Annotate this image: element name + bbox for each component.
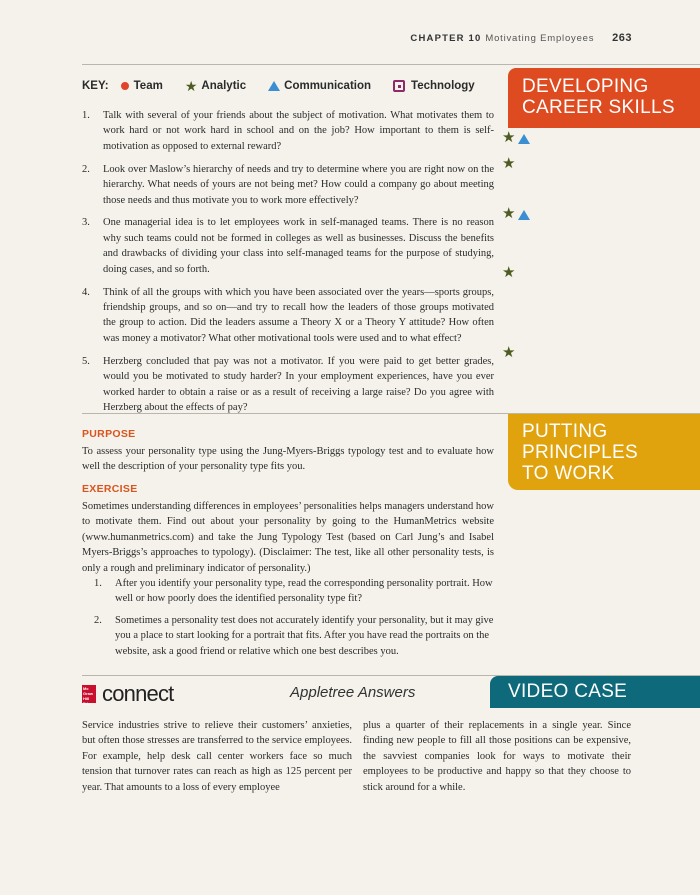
connect-logo — [82, 683, 173, 705]
item-text: Herzberg concluded that pay was not a motivator. If you were paid to get better grades, would you be motivated to study harder? In your employment experiences, have you ever worked harder to obtain a raise or as a result of receiving a large raise? Do you agree with Herzberg about the effects of pay? — [103, 355, 494, 413]
item-text: Sometimes a personality test does not accurately identify your personality, but it may give you a place to start looking for a portrait that fits. After you have read the portraits on the website, ask a good friend or relative which one best describes you. — [115, 614, 494, 657]
analytic-star-icon: ★ — [502, 265, 516, 281]
banner-line: CAREER SKILLS — [522, 97, 675, 118]
list-item — [82, 215, 494, 277]
key-item-communication — [268, 80, 371, 92]
item-text: Talk with several of your friends about the subject of motivation. What motivates them to work hard or not work hard in school and on the job? How important to them is self-motivation as opposed to external reward? — [103, 110, 494, 152]
key-analytic-label: Analytic — [201, 80, 247, 92]
list-item — [82, 285, 494, 347]
exercise-steps — [94, 576, 494, 665]
analytic-star-icon: ★ — [502, 206, 516, 222]
banner-line: TO WORK — [522, 463, 615, 484]
exercise-heading: EXERCISE — [82, 483, 138, 495]
item-5-skill-marks — [502, 346, 515, 361]
key-item-team — [121, 80, 163, 92]
page-number: 263 — [612, 32, 632, 44]
team-dot-icon — [121, 82, 129, 90]
purpose-text: To assess your personality type using the Jung-Myers-Briggs typology test and to evaluate how well the description of your personality type fits you. — [82, 446, 494, 473]
item-4-skill-marks — [502, 266, 515, 281]
item-3-skill-marks — [502, 207, 530, 222]
list-item — [82, 108, 494, 154]
chapter-label: CHAPTER 10 — [410, 33, 482, 44]
putting-principles-banner — [508, 414, 700, 490]
item-1-skill-marks — [502, 131, 530, 146]
list-item — [82, 354, 494, 416]
banner-line: PRINCIPLES — [522, 442, 638, 463]
video-case-title: Appletree Answers — [290, 684, 416, 701]
banner-line: PUTTING — [522, 421, 608, 442]
running-head — [410, 32, 632, 44]
key-item-technology — [393, 80, 475, 92]
item-text: Look over Maslow’s hierarchy of needs and try to determine where you are right now on the hierarchy. What needs of yours are not being met? How could a company go about meeting those needs and thus motivate you to work more effectively? — [103, 163, 494, 206]
communication-triangle-icon — [518, 210, 530, 220]
exercise-text: Sometimes understanding differences in employees’ personalities helps managers understand how to motivate them. Find out about your personality by going to the HumanMetrics website (www.humanmetrics.com) and take the Jung Typology Test (based on Carl Jung’s and Isabel Myers-Briggs’s approaches to typology). (Disclaimer: The test, like all other personality tests, is only a rough and preliminary indicator of personality.) — [82, 501, 494, 574]
list-item — [94, 576, 494, 607]
banner-line: DEVELOPING — [522, 76, 649, 97]
key-item-analytic — [185, 79, 246, 93]
video-case-column-2: plus a quarter of their replacements in a single year. Since finding new people to fill all those positions can be expensive, the savviest companies look for ways to motivate their employees to be productive and happy so that they choose to stick around for a while. — [363, 720, 631, 793]
item-number: 4. — [82, 286, 90, 298]
item-number: 1. — [94, 578, 102, 589]
key-technology-label: Technology — [411, 80, 475, 92]
key-communication-label: Communication — [284, 80, 372, 92]
video-case-banner: VIDEO CASE — [490, 676, 700, 708]
mcgraw-hill-logo-icon: Mc Graw Hill Edu — [82, 685, 96, 703]
video-case-column-1: Service industries strive to relieve their customers’ anxieties, but often those stresses are transferred to the service employees. For example, help desk call center workers face so much tension that turnover rates can reach as high as 125 percent per year. That amounts to a loss of every employee — [82, 720, 352, 793]
chapter-title: Motivating Employees — [485, 33, 595, 44]
item-2-skill-marks — [502, 157, 515, 172]
communication-triangle-icon — [268, 81, 280, 91]
developing-career-skills-banner — [508, 68, 700, 128]
analytic-star-icon: ★ — [184, 78, 198, 94]
key-label: KEY: — [82, 80, 109, 92]
communication-triangle-icon — [518, 134, 530, 144]
purpose-heading: PURPOSE — [82, 428, 136, 440]
technology-square-icon — [393, 80, 405, 92]
item-text: After you identify your personality type, read the corresponding personality portrait. How well or how poorly does the identified personality type fit? — [115, 578, 493, 605]
analytic-star-icon: ★ — [502, 345, 516, 361]
list-item — [82, 162, 494, 208]
item-text: Think of all the groups with which you have been associated over the years—sports groups, friendship groups, and so on—and try to recall how the leaders of those groups motivated the group to action. Did the leaders assume a Theory X or a Theory Y attitude? How often was money a motivator? What other motivational tools were used and to what effect? — [103, 286, 494, 344]
item-number: 5. — [82, 355, 90, 367]
item-text: One managerial idea is to let employees work in self-managed teams. There is no reason why such teams could not be formed in colleges as well as businesses. Discuss the benefits and drawbacks of dividing your class into self-managed teams for the purpose of studying, doing cases, and so forth. — [103, 217, 494, 275]
item-number: 3. — [82, 217, 90, 229]
top-divider — [82, 64, 700, 65]
key-legend — [82, 79, 475, 93]
list-item — [94, 613, 494, 659]
analytic-star-icon: ★ — [502, 130, 516, 146]
connect-wordmark: connect — [102, 681, 174, 706]
item-number: 2. — [94, 614, 102, 626]
career-skills-list — [82, 108, 494, 423]
analytic-star-icon: ★ — [502, 156, 516, 172]
item-number: 1. — [82, 110, 90, 121]
item-number: 2. — [82, 163, 90, 175]
key-team-label: Team — [133, 80, 163, 92]
